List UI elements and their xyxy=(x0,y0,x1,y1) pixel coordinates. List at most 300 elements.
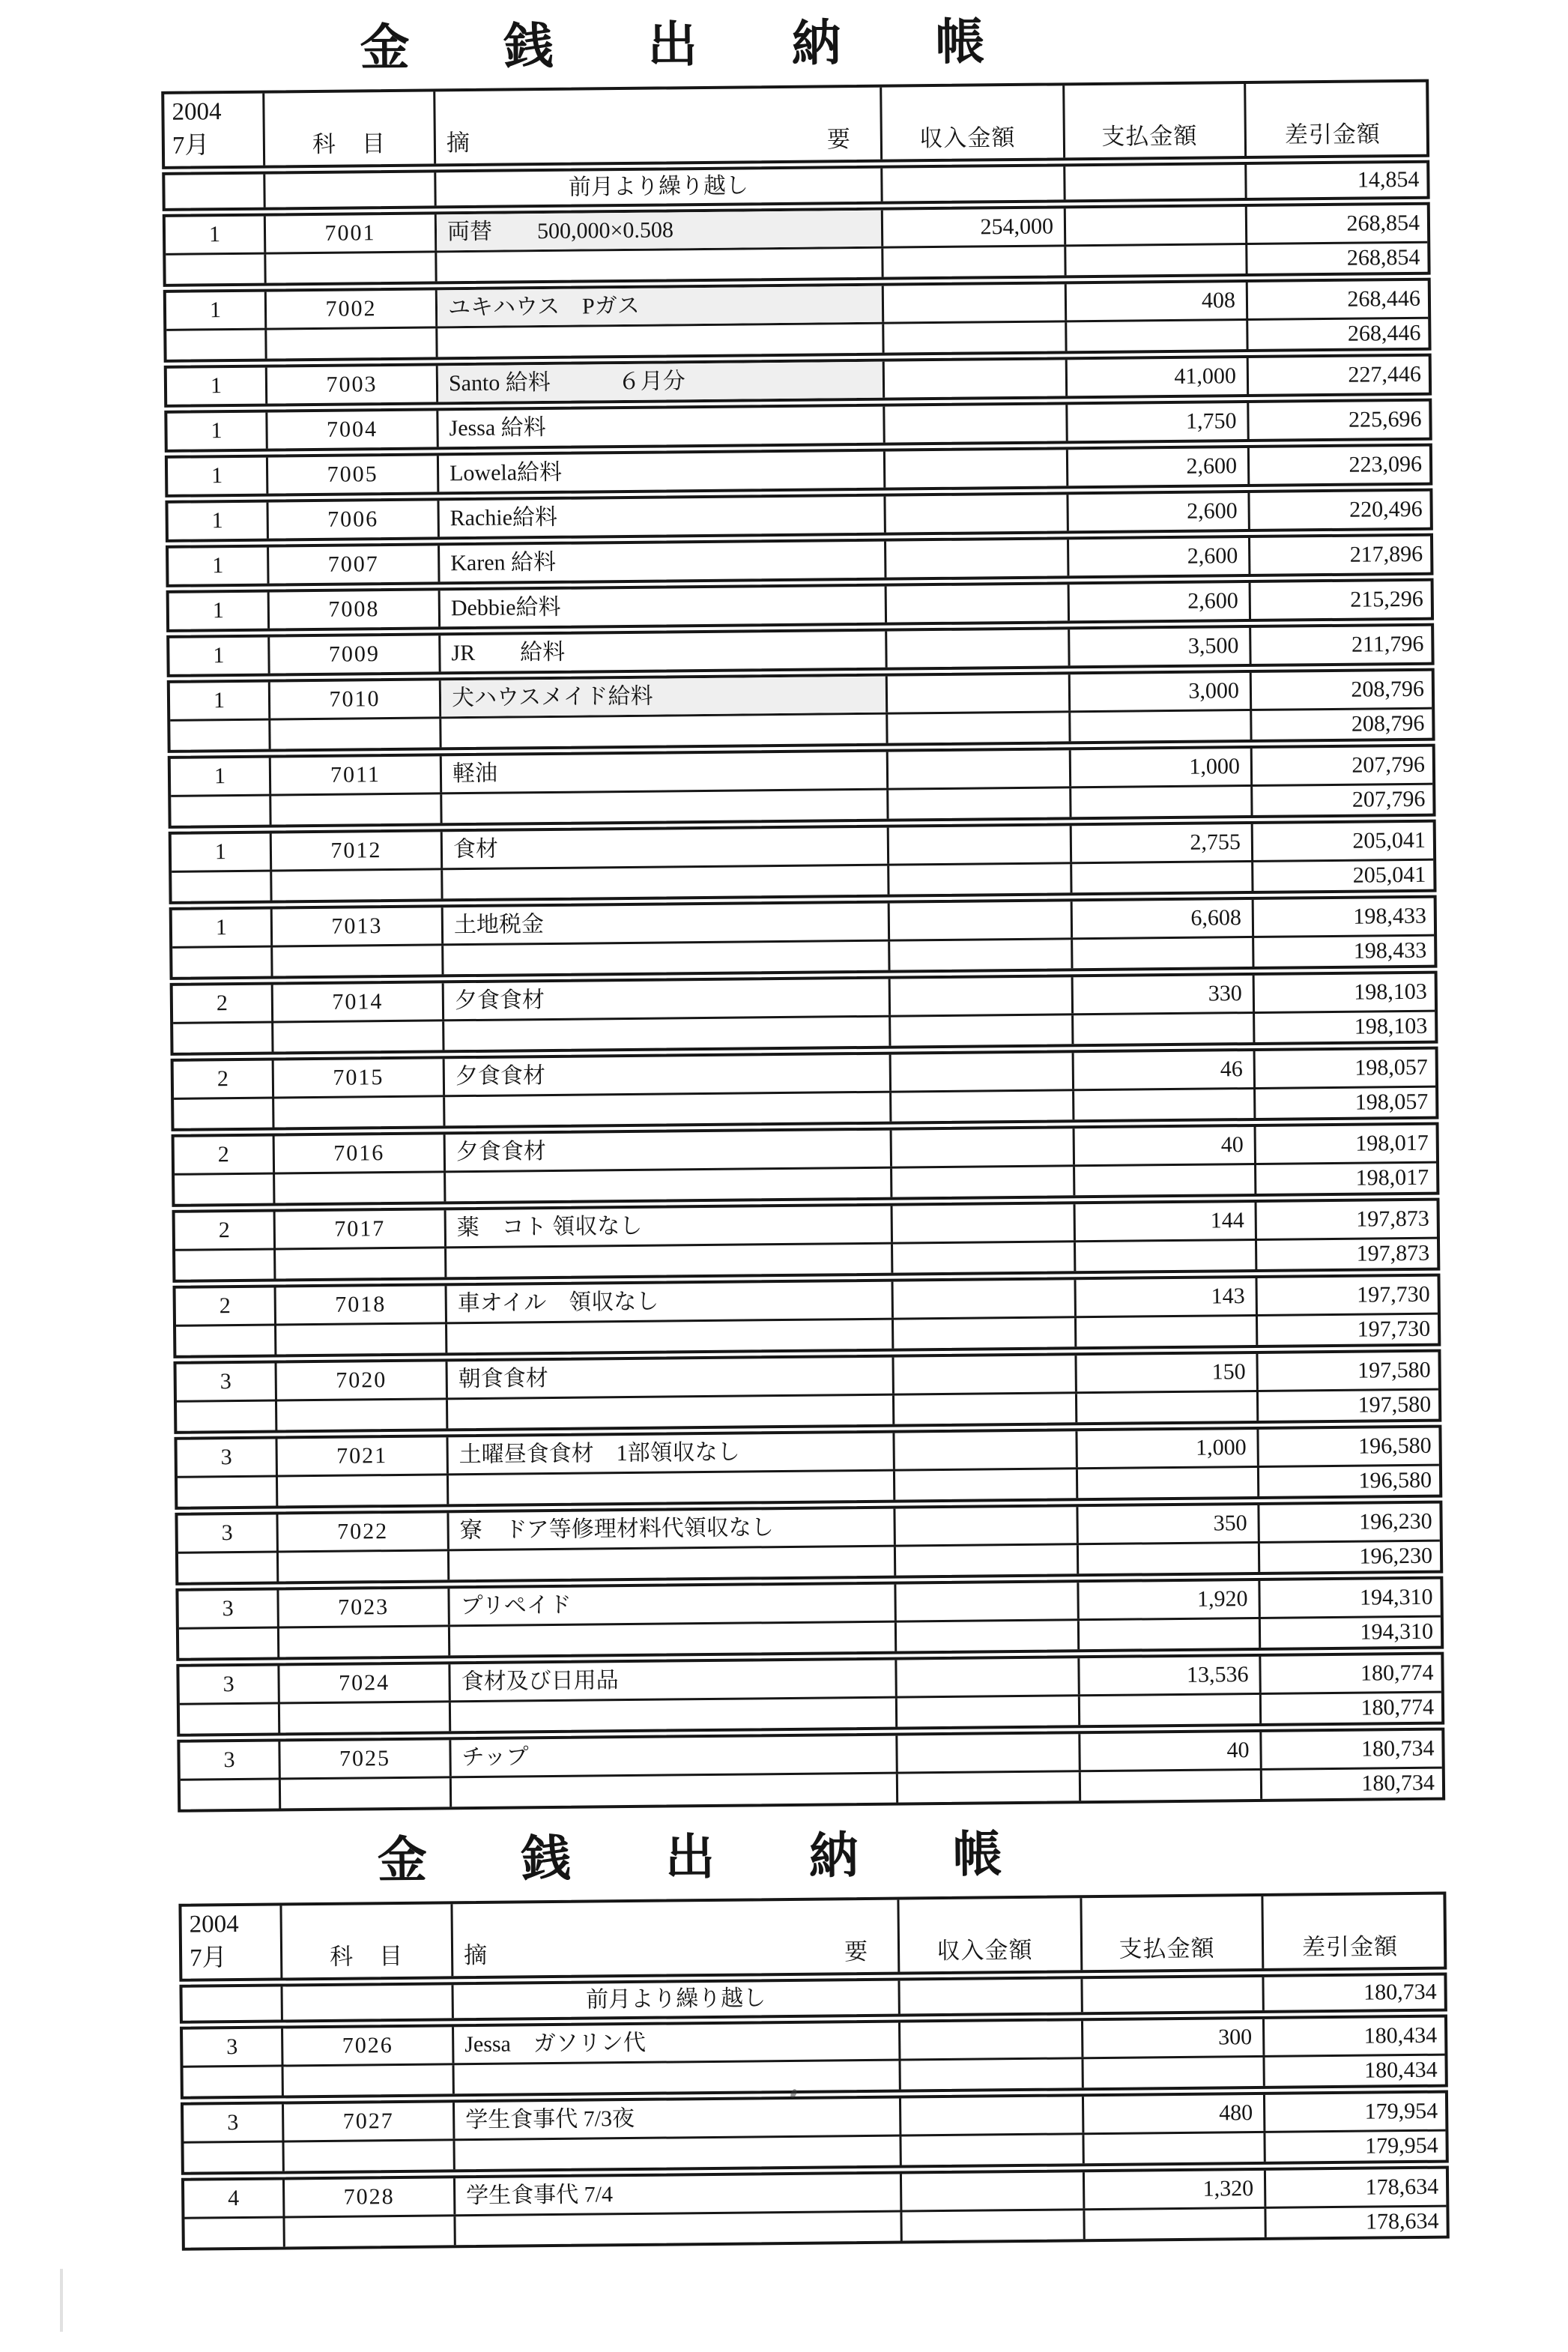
account-cell: 7012 xyxy=(272,832,443,869)
income-cell xyxy=(884,322,1067,352)
date-cell xyxy=(172,871,272,901)
balance-cell: 215,296 xyxy=(1350,586,1423,612)
payment-cell xyxy=(1081,1771,1262,1801)
entry-row xyxy=(167,402,1429,450)
balance-cell: 196,230 xyxy=(1359,1543,1433,1569)
header-date-cell xyxy=(164,93,265,166)
header-summary-cell xyxy=(435,88,883,164)
date-cell: 3 xyxy=(184,2104,284,2141)
income-cell xyxy=(885,405,1068,442)
date-cell xyxy=(171,796,271,825)
row-block xyxy=(177,1727,1445,1812)
balance-cell: 198,057 xyxy=(1354,1089,1429,1115)
account-cell: 7013 xyxy=(273,907,444,945)
payment-cell: 300 xyxy=(1083,2019,1265,2057)
account-cell: 7003 xyxy=(267,366,438,403)
date-cell xyxy=(180,1704,280,1733)
header-summary-right: 要 xyxy=(844,1938,868,1965)
row-block xyxy=(169,820,1437,904)
income-cell xyxy=(886,539,1069,577)
balance-cell: 268,854 xyxy=(1346,210,1420,236)
entry-row xyxy=(168,492,1429,539)
row-block xyxy=(164,399,1432,453)
account-cell: 7007 xyxy=(269,545,440,583)
summary-cell: Karen 給料 xyxy=(440,542,886,582)
header-summary-left: 摘 xyxy=(446,129,470,157)
payment-cell xyxy=(1071,787,1253,817)
header-account-cell: 科 目 xyxy=(282,1904,453,1977)
header-year: 2004 xyxy=(172,98,222,126)
income-cell xyxy=(884,284,1067,321)
income-cell xyxy=(897,1658,1080,1696)
balance-cell: 207,796 xyxy=(1351,786,1426,812)
income-cell xyxy=(896,1545,1079,1575)
income-cell xyxy=(888,713,1071,743)
income-cell xyxy=(890,901,1073,939)
balance-cell: 197,873 xyxy=(1356,1206,1429,1232)
income-cell xyxy=(901,2135,1084,2165)
date-cell: 2 xyxy=(173,985,273,1021)
date-cell: 3 xyxy=(178,1590,279,1627)
account-cell: 7028 xyxy=(285,2178,455,2216)
date-cell xyxy=(170,720,270,749)
ledger-title-1: 金 銭 出 納 帳 xyxy=(360,15,1008,76)
header-year: 2004 xyxy=(189,1910,239,1938)
date-cell: 1 xyxy=(167,412,267,449)
balance-cell: 198,433 xyxy=(1353,937,1427,964)
header-payment-cell: 支払金額 xyxy=(1065,84,1247,157)
income-cell xyxy=(894,1280,1077,1317)
payment-cell xyxy=(1067,321,1248,351)
account-cell: 7002 xyxy=(267,290,438,327)
income-cell xyxy=(893,1242,1076,1272)
balance-cell: 179,954 xyxy=(1364,2132,1438,2159)
income-cell xyxy=(895,1469,1078,1499)
row-block xyxy=(181,2090,1449,2174)
payment-cell xyxy=(1084,2133,1265,2163)
date-cell xyxy=(175,1174,275,1203)
row-block xyxy=(167,668,1435,753)
date-cell: 1 xyxy=(169,637,270,674)
balance-cell: 194,310 xyxy=(1359,1584,1433,1610)
date-cell xyxy=(175,1250,276,1279)
payment-cell xyxy=(1080,1695,1262,1725)
summary-cell: 軽油 xyxy=(442,752,889,793)
entry-row xyxy=(169,626,1431,674)
payment-cell: 143 xyxy=(1076,1278,1257,1316)
entry-row xyxy=(167,357,1429,405)
income-cell xyxy=(895,1394,1077,1424)
date-cell: 3 xyxy=(178,1514,278,1551)
balance-cell: 211,796 xyxy=(1351,631,1424,657)
account-cell: 7023 xyxy=(279,1588,449,1626)
summary-cell: Debbie給料 xyxy=(441,587,887,627)
account-cell: 7020 xyxy=(277,1361,448,1399)
payment-cell xyxy=(1071,711,1252,741)
income-cell xyxy=(889,750,1071,787)
income-cell xyxy=(886,495,1068,532)
account-cell: 7027 xyxy=(284,2102,455,2140)
summary-cell: 前月より繰り越し xyxy=(436,169,883,206)
account-cell xyxy=(274,1097,445,1127)
balance-cell: 197,730 xyxy=(1357,1316,1431,1342)
payment-cell xyxy=(1077,1392,1259,1422)
account-cell: 7014 xyxy=(273,983,444,1021)
balance-cell: 179,954 xyxy=(1364,2098,1438,2124)
header-account-cell: 科 目 xyxy=(264,91,436,165)
header-month: 7月 xyxy=(172,132,210,160)
balance-cell: 197,873 xyxy=(1356,1240,1430,1266)
row-block xyxy=(169,895,1438,980)
payment-cell: 3,000 xyxy=(1071,673,1252,710)
date-cell: 1 xyxy=(166,291,267,328)
balance-cell: 196,580 xyxy=(1357,1433,1432,1459)
summary-cell: 夕食食材 xyxy=(446,1131,892,1171)
income-cell xyxy=(900,2021,1083,2058)
income-cell xyxy=(900,2059,1083,2089)
account-cell xyxy=(284,2065,455,2095)
header-balance-cell: 差引金額 xyxy=(1301,1932,1399,1961)
payment-cell: 2,600 xyxy=(1069,538,1250,575)
summary-cell: Lowela給料 xyxy=(439,452,886,492)
account-cell: 7025 xyxy=(280,1740,451,1777)
entry-row xyxy=(169,581,1431,629)
ledger-title-2: 金 銭 出 納 帳 xyxy=(377,1827,1026,1889)
payment-cell: 350 xyxy=(1078,1505,1259,1543)
date-cell: 1 xyxy=(169,547,269,584)
summary-cell: 食材 xyxy=(443,828,889,868)
date-cell xyxy=(176,1325,276,1355)
summary-cell xyxy=(445,1093,892,1126)
income-cell xyxy=(886,450,1068,487)
balance-cell: 180,434 xyxy=(1363,2057,1438,2083)
row-block xyxy=(163,278,1432,363)
payment-cell: 40 xyxy=(1080,1732,1262,1770)
account-cell: 7010 xyxy=(270,680,441,718)
income-cell xyxy=(891,977,1074,1015)
income-cell xyxy=(891,1015,1074,1045)
date-cell: 1 xyxy=(168,502,268,539)
header-row xyxy=(164,82,1426,166)
summary-cell: Rachie給料 xyxy=(439,497,886,537)
header-summary-right: 要 xyxy=(826,125,851,153)
carry-forward-row xyxy=(165,163,1426,208)
account-cell xyxy=(279,1627,450,1657)
income-cell: 254,000 xyxy=(883,208,1066,246)
account-cell: 7001 xyxy=(266,214,437,252)
date-cell xyxy=(166,254,266,283)
income-cell xyxy=(895,1507,1078,1544)
account-cell: 7016 xyxy=(275,1134,446,1172)
payment-cell: 1,750 xyxy=(1068,403,1249,441)
balance-cell: 180,734 xyxy=(1361,1770,1435,1796)
payment-cell: 408 xyxy=(1067,282,1248,320)
date-cell: 3 xyxy=(180,1741,280,1778)
account-cell xyxy=(277,1400,448,1430)
date-cell xyxy=(184,2218,285,2247)
header-summary-cell xyxy=(452,1899,900,1976)
income-cell xyxy=(901,2096,1084,2134)
payment-cell xyxy=(1066,207,1247,244)
payment-cell xyxy=(1065,165,1247,199)
balance-cell: 198,433 xyxy=(1353,903,1427,929)
row-block xyxy=(180,2014,1448,2099)
date-cell xyxy=(181,1780,281,1809)
header-payment-cell: 支払金額 xyxy=(1082,1896,1264,1970)
payment-cell xyxy=(1075,1165,1256,1195)
date-cell: 1 xyxy=(172,833,272,870)
payment-cell xyxy=(1085,2209,1266,2239)
balance-cell: 268,446 xyxy=(1347,320,1421,346)
payment-cell: 13,536 xyxy=(1080,1657,1261,1694)
balance-cell: 180,774 xyxy=(1360,1694,1435,1720)
date-cell xyxy=(172,947,273,976)
date-cell xyxy=(179,1628,279,1657)
summary-cell xyxy=(447,1319,894,1352)
account-cell xyxy=(278,1475,449,1505)
date-cell: 3 xyxy=(179,1666,279,1702)
summary-cell xyxy=(448,1395,895,1428)
row-block xyxy=(170,971,1438,1056)
date-cell xyxy=(165,174,265,208)
summary-cell xyxy=(444,942,890,975)
date-cell: 2 xyxy=(175,1136,275,1173)
payment-cell: 2,600 xyxy=(1068,448,1250,486)
summary-cell xyxy=(449,1471,895,1504)
account-cell xyxy=(273,946,444,976)
account-cell: 7006 xyxy=(268,501,439,538)
balance-cell: 180,734 xyxy=(1363,1979,1437,2005)
header-income-cell: 収入金額 xyxy=(899,1898,1083,1971)
account-cell xyxy=(283,1985,454,2019)
summary-cell: 夕食食材 xyxy=(444,979,891,1020)
balance-cell: 14,854 xyxy=(1357,166,1420,193)
payment-cell: 330 xyxy=(1074,976,1255,1013)
account-cell xyxy=(276,1248,447,1278)
payment-cell xyxy=(1078,1468,1259,1498)
header-block xyxy=(178,1891,1447,1981)
payment-cell xyxy=(1074,1089,1256,1119)
row-block xyxy=(174,1424,1442,1509)
income-cell xyxy=(883,247,1066,276)
income-cell xyxy=(897,1696,1080,1726)
date-cell: 2 xyxy=(176,1287,276,1324)
summary-cell xyxy=(452,1774,898,1807)
income-cell xyxy=(890,940,1073,970)
payment-cell: 1,920 xyxy=(1079,1581,1260,1618)
summary-cell: 朝食食材 xyxy=(448,1357,895,1397)
date-cell: 3 xyxy=(177,1439,277,1475)
account-cell xyxy=(285,2216,455,2246)
income-cell xyxy=(900,1979,1083,2013)
row-block xyxy=(181,2165,1450,2250)
summary-cell xyxy=(438,324,884,357)
balance-cell: 197,730 xyxy=(1357,1281,1430,1307)
balance-cell: 227,446 xyxy=(1348,361,1422,387)
payment-cell xyxy=(1080,1619,1261,1649)
date-cell: 2 xyxy=(175,1212,276,1248)
balance-cell: 194,310 xyxy=(1360,1618,1434,1645)
account-cell xyxy=(273,1021,444,1051)
income-cell xyxy=(894,1318,1077,1348)
header-summary-left: 摘 xyxy=(463,1941,488,1968)
account-cell: 7018 xyxy=(276,1286,447,1323)
income-cell xyxy=(885,360,1068,397)
header-month: 7月 xyxy=(189,1944,227,1972)
ledger-table-2 xyxy=(178,1891,1449,2250)
balance-cell: 217,896 xyxy=(1349,541,1423,567)
summary-cell: 両替 500,000×0.508 xyxy=(437,211,883,251)
entry-row xyxy=(168,447,1429,495)
account-cell: 7022 xyxy=(278,1513,449,1550)
balance-cell: 225,696 xyxy=(1348,406,1422,432)
date-cell: 1 xyxy=(169,592,270,629)
income-cell xyxy=(893,1204,1076,1242)
income-cell xyxy=(887,584,1070,622)
income-cell xyxy=(888,674,1071,712)
balance-cell: 205,041 xyxy=(1352,827,1426,853)
income-cell xyxy=(898,1772,1081,1802)
account-cell xyxy=(276,1324,447,1354)
date-cell xyxy=(184,2067,284,2096)
payment-cell: 480 xyxy=(1084,2095,1265,2132)
header-balance-cell: 差引金額 xyxy=(1284,121,1381,148)
balance-cell: 180,774 xyxy=(1360,1660,1434,1686)
date-cell xyxy=(173,1023,273,1052)
date-cell: 3 xyxy=(183,2028,283,2065)
summary-cell xyxy=(455,2061,901,2093)
income-cell xyxy=(902,2210,1085,2240)
summary-cell xyxy=(447,1244,893,1277)
row-block xyxy=(168,744,1436,829)
balance-cell: 268,446 xyxy=(1347,285,1421,312)
summary-cell xyxy=(446,1169,892,1202)
payment-cell: 150 xyxy=(1077,1354,1258,1391)
summary-cell xyxy=(441,715,888,748)
balance-cell: 208,796 xyxy=(1351,710,1425,737)
date-cell: 1 xyxy=(166,216,266,253)
row-block xyxy=(165,444,1432,498)
summary-cell: ユキハウス Pガス xyxy=(438,286,884,327)
payment-cell xyxy=(1077,1316,1258,1346)
summary-cell: 薬 コト 領収なし xyxy=(447,1206,893,1247)
balance-cell: 178,634 xyxy=(1365,2208,1439,2234)
payment-cell: 1,000 xyxy=(1071,749,1253,786)
payment-cell: 1,000 xyxy=(1077,1430,1259,1467)
row-block xyxy=(163,202,1431,287)
account-cell: 7009 xyxy=(270,635,441,673)
summary-cell: プリペイド xyxy=(449,1584,896,1624)
payment-cell: 2,755 xyxy=(1072,824,1253,862)
row-block xyxy=(172,1122,1440,1206)
summary-cell xyxy=(444,1018,891,1050)
income-cell xyxy=(892,1167,1075,1197)
summary-cell: 食材及び日用品 xyxy=(450,1660,897,1700)
row-block xyxy=(166,533,1433,587)
summary-cell: 土地税金 xyxy=(444,904,890,944)
summary-cell xyxy=(449,1547,896,1579)
summary-cell: 車オイル 領収なし xyxy=(447,1281,894,1322)
account-cell: 7026 xyxy=(283,2027,454,2064)
date-cell xyxy=(178,1553,279,1582)
income-cell xyxy=(892,1091,1074,1121)
income-cell xyxy=(889,826,1072,863)
payment-cell xyxy=(1072,862,1253,892)
income-cell xyxy=(892,1053,1074,1090)
income-cell xyxy=(897,1621,1080,1651)
date-cell xyxy=(184,2142,285,2171)
account-cell xyxy=(280,1702,451,1732)
summary-cell: 土曜昼食食材 1部領収なし xyxy=(448,1433,895,1473)
row-block xyxy=(166,578,1434,632)
scan-artifact-line xyxy=(60,2269,63,2332)
account-cell: 7024 xyxy=(279,1664,450,1702)
carry-forward-row xyxy=(183,1975,1444,2020)
row-block xyxy=(173,1273,1441,1358)
summary-cell xyxy=(450,1622,897,1655)
balance-cell: 198,017 xyxy=(1355,1130,1429,1156)
balance-cell: 268,854 xyxy=(1346,244,1420,270)
summary-cell: 前月より繰り越し xyxy=(453,1980,900,2018)
payment-cell xyxy=(1073,938,1254,968)
income-cell xyxy=(896,1582,1079,1620)
payment-cell: 6,608 xyxy=(1073,900,1254,937)
balance-cell: 197,580 xyxy=(1357,1391,1432,1418)
summary-cell xyxy=(455,2136,901,2169)
date-cell: 1 xyxy=(172,909,273,946)
row-block xyxy=(175,1500,1443,1585)
account-cell: 7011 xyxy=(271,756,442,793)
summary-cell: 犬ハウスメイド給料 xyxy=(441,677,888,717)
header-income-cell: 収入金額 xyxy=(882,85,1065,159)
account-cell xyxy=(281,1778,452,1808)
balance-cell: 197,580 xyxy=(1357,1357,1431,1383)
payment-cell xyxy=(1083,1977,1264,2012)
balance-cell: 180,434 xyxy=(1363,2022,1438,2049)
balance-cell: 208,796 xyxy=(1351,676,1425,702)
summary-cell: 学生食事代 7/4 xyxy=(455,2174,902,2214)
summary-cell: Jessa ガソリン代 xyxy=(454,2022,900,2063)
row-block xyxy=(166,623,1434,677)
date-cell xyxy=(166,330,267,359)
account-cell xyxy=(284,2141,455,2171)
entry-row xyxy=(169,536,1430,584)
row-block xyxy=(175,1576,1444,1660)
payment-cell xyxy=(1066,245,1247,275)
income-cell xyxy=(883,166,1065,201)
summary-cell xyxy=(442,790,889,823)
date-cell: 3 xyxy=(177,1363,277,1400)
payment-cell: 2,600 xyxy=(1068,493,1250,530)
balance-cell: 220,496 xyxy=(1348,496,1423,522)
account-cell xyxy=(275,1173,446,1203)
date-cell xyxy=(183,1986,283,2020)
date-cell: 1 xyxy=(167,367,267,404)
account-cell xyxy=(271,794,442,824)
payment-cell: 2,600 xyxy=(1070,583,1251,620)
row-block xyxy=(172,1197,1441,1282)
date-cell: 4 xyxy=(184,2180,285,2216)
summary-cell: チップ xyxy=(451,1735,897,1776)
account-cell: 7021 xyxy=(277,1437,448,1475)
payment-cell: 46 xyxy=(1074,1051,1256,1089)
income-cell xyxy=(892,1128,1075,1166)
row-block xyxy=(164,354,1432,408)
header-row xyxy=(181,1894,1444,1978)
date-cell xyxy=(178,1477,278,1506)
row-block xyxy=(173,1349,1441,1433)
income-cell xyxy=(895,1431,1077,1469)
